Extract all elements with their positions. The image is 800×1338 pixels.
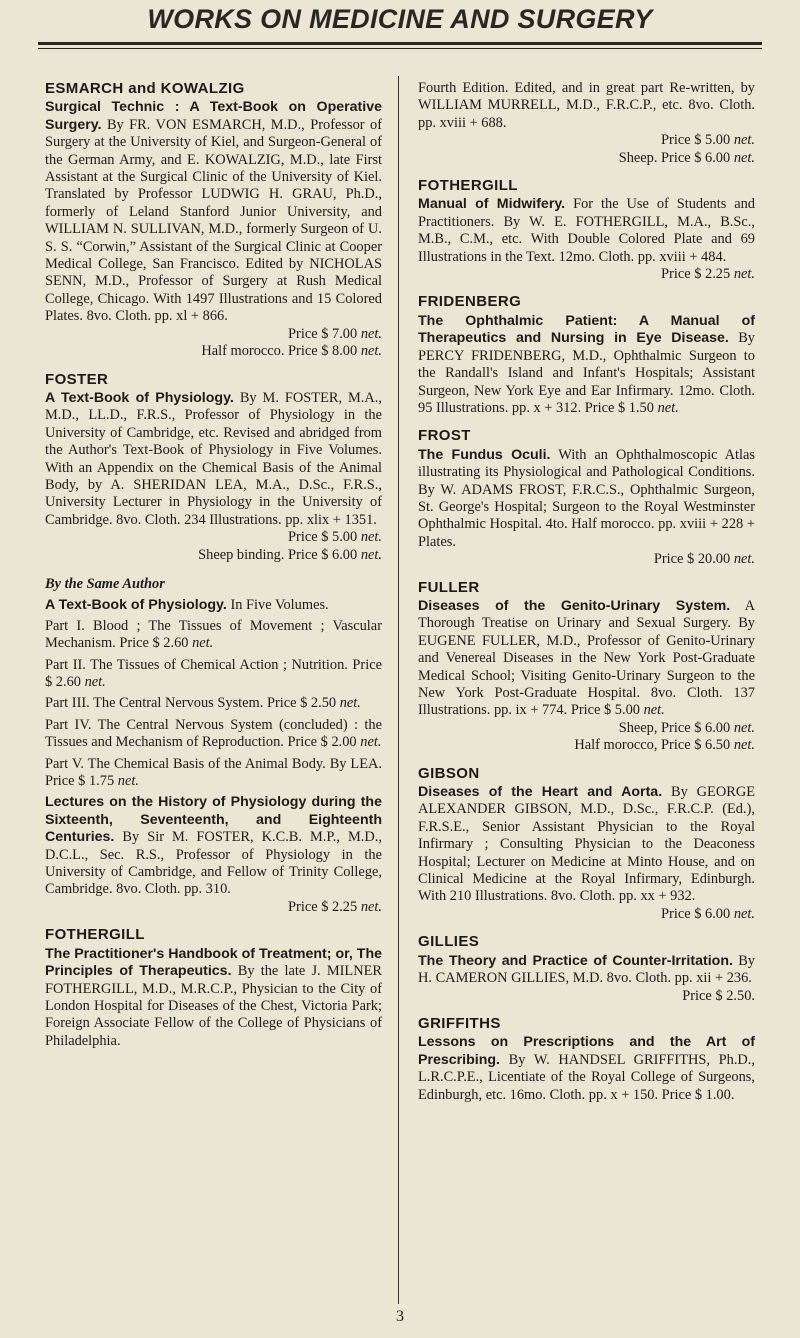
author-heading-gibson: GIBSON [418, 764, 480, 782]
book-description: By H. CAMERON GILLIES, M.D. 8vo. Cloth. pp. xii + 236. [418, 952, 755, 987]
book-title: Lessons on Prescriptions and the Art of Prescribing. [418, 1034, 755, 1068]
book-entry-ophthalmic-patient: The Ophthalmic Patient: A Manual of Therapeutics and Nursing in Eye Disease. By PERCY FRIDENBERG, M.D., Ophthalmic Surgeon to the Randall's Island and Infant's Hospitals; Assistant Surgeon, New York Eye and Ear Infirmary. 12mo. Cloth. 95 Illustrations. pp. x + 312. Price $ 1.50 net. [418, 312, 755, 416]
book-price: Price $ 20.00 net. [653, 551, 755, 568]
book-description: Fourth Edition. Edited, and in great part Re-written, by WILLIAM MURRELL, M.D., F.R.C.P., etc. 8vo. Cloth. pp. xviii + 688. [418, 80, 755, 131]
volume-part-2: Part II. The Tissues of Chemical Action ; Nutrition. Price $ 2.60 net. [45, 656, 382, 690]
header-rule-thin [38, 48, 762, 49]
volume-part-3: Part III. The Central Nervous System. Price $ 2.50 net. [45, 695, 361, 712]
book-description: With an Ophthalmoscopic Atlas illustrating its Physiological and Pathological Conditions. By W. ADAMS FROST, F.R.C.S., Ophthalmic Surgeon, St. George's Hospital; Surgeon to the Royal Westminster Ophthalmic Hospital. 4to. Half morocco. pp. xviii + 228 + Plates. [418, 446, 756, 550]
book-price: Price $ 5.00 net. [661, 132, 755, 149]
book-title: A Text-Book of Physiology. [45, 389, 234, 406]
left-column [45, 80, 382, 1053]
author-heading-griffiths: GRIFFITHS [418, 1014, 501, 1032]
book-price-alt-2: Half morocco, Price $ 6.50 net. [574, 737, 755, 754]
book-title: A Text-Book of Physiology. [45, 597, 227, 614]
right-column [418, 80, 755, 1107]
book-entry-fundus-oculi [418, 447, 755, 569]
book-price-alt: Half morocco. Price $ 8.00 net. [201, 343, 382, 360]
author-heading-fothergill: FOTHERGILL [45, 926, 145, 944]
book-price: Price $ 2.25 net. [661, 266, 755, 283]
book-price: Price $ 2.50. [682, 987, 755, 1004]
book-entry-surgical-technic [45, 99, 382, 360]
author-heading-fridenberg: FRIDENBERG [418, 293, 522, 311]
book-title: Surgical Technic : A Text-Book on Operative Surgery. [45, 99, 382, 133]
volume-part-1: Part I. Blood ; The Tissues of Movement ; Vascular Mechanism. Price $ 2.60 net. [45, 617, 382, 652]
book-title: The Ophthalmic Patient: A Manual of Therapeutics and Nursing in Eye Disease. [418, 312, 755, 347]
author-heading-esmarch: ESMARCH and KOWALZIG [45, 80, 245, 97]
book-description: For the Use of Students and Practitioners. By W. E. FOTHERGILL, M.A., B.Sc., M.B., C.M., etc. With Double Colored Plate and 69 Illustrations in the Text. 12mo. Cloth. pp. xviii + 484. [418, 196, 756, 265]
book-title: The Fundus Oculi. [418, 446, 551, 463]
book-title: Diseases of the Genito-Urinary System. [418, 597, 731, 614]
book-entry-physiology-five-volumes [45, 597, 382, 614]
author-heading-frost: FROST [418, 427, 471, 445]
book-title: Manual of Midwifery. [418, 196, 566, 213]
book-price: Price $ 2.25 net. [288, 898, 382, 915]
same-author-heading: By the Same Author [45, 575, 165, 592]
book-description: By PERCY FRIDENBERG, M.D., Ophthalmic Surgeon to the Randall's Island and Infant's Hospitals; Assistant Surgeon, New York Eye and Ear Infirmary. 12mo. Cloth. 95 Illustrations. pp. x + 312. Price $ 1.50 [418, 330, 755, 416]
book-entry-genito-urinary: Diseases of the Genito-Urinary System. A Thorough Treatise on Urinary and Sexual Surgery. By EUGENE FULLER, M.D., Professor of Genito-Urinary and Venereal Diseases in the New York Post-Graduate Medical School; Visiting Genito-Urinary Surgeon to the New York Post-Graduate Hospital. 8vo. Cloth. 137 Illustrations. pp. ix + 774. Price $ 5.00 net. Sheep, Price $ 6.00 net. Half morocco, Price $ 6.50 net. [418, 597, 755, 754]
book-description: By GEORGE ALEXANDER GIBSON, M.D., D.Sc., F.R.C.P. (Ed.), F.R.S.E., Senior Assistant Physician to the Royal Infirmary ; Consulting Physician to the Deaconess Hospital; Lecturer on Medicine at Minto House, and on Clinical Medicine at the Royal Infirmary, Edinburgh. With 210 Illustrations. 8vo. Cloth. pp. xx + 932. [418, 784, 756, 905]
volume-part-5: Part V. The Chemical Basis of the Animal Body. By LEA. Price $ 1.75 net. [45, 755, 382, 790]
book-description: By the late J. MILNER FOTHERGILL, M.D., M.R.C.P., Physician to the City of London Hospital for Diseases of the Chest, Victoria Park; Foreign Associate Fellow of the College of Physicians of Philadelphia. [45, 963, 382, 1049]
book-entry-manual-midwifery [418, 196, 755, 283]
author-heading-fuller: FULLER [418, 578, 480, 596]
book-description: A Thorough Treatise on Urinary and Sexual Surgery. By EUGENE FULLER, M.D., Professor of Genito-Urinary and Venereal Diseases in the New York Post-Graduate Medical School; Visiting Genito-Urinary Surgeon to the New York Post-Graduate Hospital. 8vo. Cloth. 137 Illustrations. pp. ix + 774. Price $ 5.00 [418, 597, 755, 719]
author-heading-fothergill-2: FOTHERGILL [418, 177, 518, 195]
book-entry-prescriptions [418, 1034, 755, 1104]
book-entry-practitioners-handbook-cont [418, 80, 755, 167]
book-price-alt: Sheep binding. Price $ 6.00 net. [198, 546, 382, 563]
book-price-alt: Sheep, Price $ 6.00 net. [618, 719, 755, 736]
book-price: Price $ 7.00 net. [288, 325, 382, 342]
page-number: 3 [396, 1308, 404, 1325]
book-price: Price $ 5.00 net. [288, 529, 382, 546]
volume-part-4: Part IV. The Central Nervous System (concluded) : the Tissues and Mechanism of Reproduction. Price $ 2.00 net. [45, 716, 382, 751]
header-rule-thick [38, 42, 762, 45]
book-entry-history-physiology [45, 794, 382, 916]
book-price: Price $ 6.00 net. [661, 905, 755, 922]
book-entry-practitioners-handbook [45, 946, 382, 1050]
running-header: WORKS ON MEDICINE AND SURGERY [147, 4, 653, 34]
book-description: By FR. VON ESMARCH, M.D., Professor of Surgery at the University of Kiel, and Surgeon-General of the German Army, and E. KOWALZIG, M.D., late First Assistant at the Surgical Clinic of the University of Kiel. Translated by Professor LUDWIG H. GRAU, Ph.D., formerly of Leland Stanford Junior University, and WILLIAM N. SULLIVAN, M.D., formerly Surgeon of U. S. S. “Corwin,” Assistant of the Surgical Clinic at Cooper Medical College, San Francisco. Edited by NICHOLAS SENN, M.D., Professor of Surgery at Rush Medical College, Chicago. With 1497 Illustrations and 15 Colored Plates. 8vo. Cloth. pp. xl + 866. [45, 116, 382, 325]
book-title: Diseases of the Heart and Aorta. [418, 784, 663, 801]
book-description: In Five Volumes. [230, 597, 329, 614]
book-entry-text-book-physiology [45, 390, 382, 564]
book-entry-heart-aorta [418, 784, 755, 923]
book-description: By M. FOSTER, M.A., M.D., LL.D., F.R.S., Professor of Physiology in the University of Cambridge, etc. Revised and abridged from the Author's Text-Book of Physiology in Five Volumes. With an Appendix on the Chemical Basis of the Animal Body, by A. SHERIDAN LEA, M.A., D.Sc., F.R.S., University Lecturer in Physiology in the University of Cambridge. 8vo. Cloth. 234 Illustrations. pp. xlix + 1351. [45, 389, 382, 528]
book-entry-counter-irritation [418, 953, 755, 1005]
book-price-alt: Sheep. Price $ 6.00 net. [618, 149, 755, 166]
book-title: Lectures on the History of Physiology during the Sixteenth, Seventeenth, and Eighteenth Centuries. [45, 794, 382, 846]
author-heading-gillies: GILLIES [418, 933, 480, 951]
book-title: The Theory and Practice of Counter-Irritation. [418, 952, 733, 969]
author-heading-foster: FOSTER [45, 370, 109, 388]
book-title: The Practitioner's Handbook of Treatment; or, The Principles of Therapeutics. [45, 945, 382, 980]
book-description: By Sir M. FOSTER, K.C.B. M.P., M.D., D.C.L., Sec. R.S., Professor of Physiology in the University of Cambridge, and Fellow of Trinity College, Cambridge. 8vo. Cloth. pp. 310. [45, 829, 382, 898]
book-description: By W. HANDSEL GRIFFITHS, Ph.D., L.R.C.P.E., Licentiate of the Royal College of Surgeons, Edinburgh, etc. 16mo. Cloth. pp. x + 150. Price $ 1.00. [418, 1051, 755, 1103]
column-divider [398, 76, 399, 1304]
